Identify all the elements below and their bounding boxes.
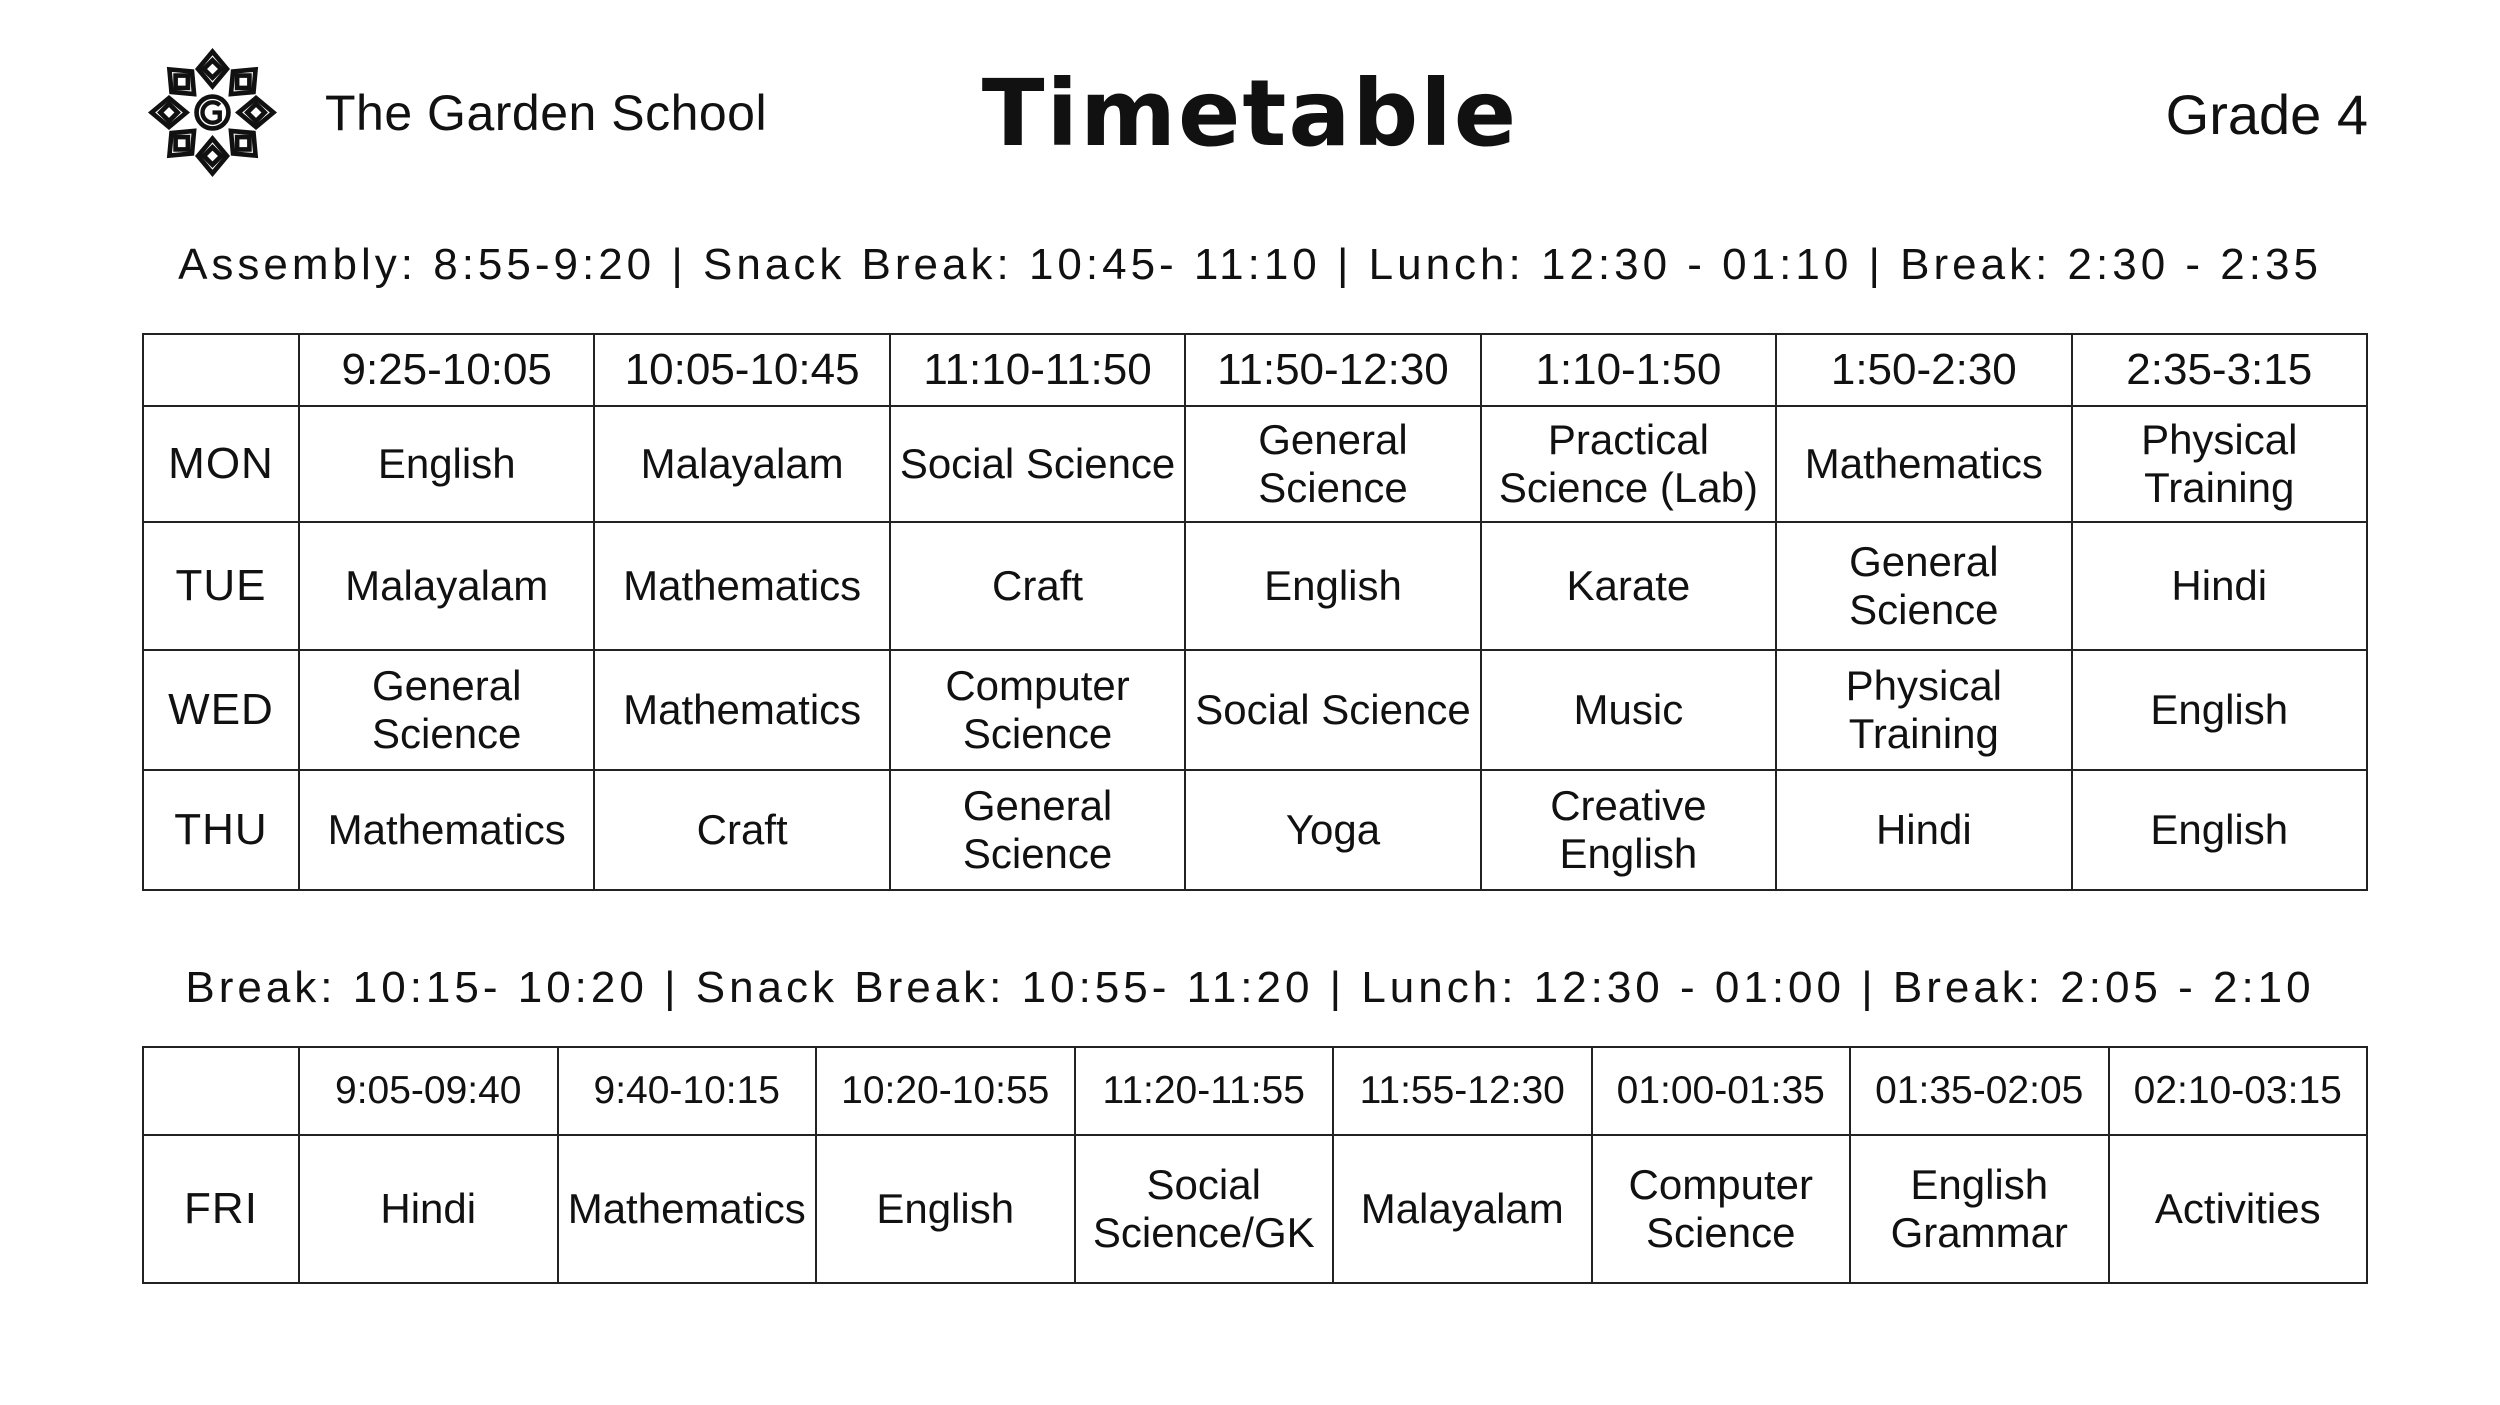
period-header-row bbox=[143, 334, 2367, 406]
subject-cell: English bbox=[2072, 650, 2367, 770]
period-time: 10:20-10:55 bbox=[816, 1047, 1075, 1135]
period-header-row bbox=[143, 1047, 2367, 1135]
period-time: 01:35-02:05 bbox=[1850, 1047, 2109, 1135]
subject-cell: Malayalam bbox=[594, 406, 889, 522]
day-label: TUE bbox=[143, 522, 299, 650]
period-time: 9:25-10:05 bbox=[299, 334, 594, 406]
subject-cell: Craft bbox=[890, 522, 1185, 650]
period-time: 02:10-03:15 bbox=[2109, 1047, 2368, 1135]
period-time: 10:05-10:45 bbox=[594, 334, 889, 406]
period-time: 01:00-01:35 bbox=[1592, 1047, 1851, 1135]
subject-cell: English bbox=[1185, 522, 1480, 650]
page-title: Timetable bbox=[981, 60, 1519, 167]
subject-cell: Malayalam bbox=[1333, 1135, 1592, 1283]
subject-cell: General Science bbox=[1185, 406, 1480, 522]
subject-cell: Mathematics bbox=[558, 1135, 817, 1283]
subject-cell: Malayalam bbox=[299, 522, 594, 650]
day-label: THU bbox=[143, 770, 299, 890]
subject-cell: Hindi bbox=[1776, 770, 2071, 890]
period-time: 11:20-11:55 bbox=[1075, 1047, 1334, 1135]
subject-cell: Computer Science bbox=[890, 650, 1185, 770]
period-time: 9:05-09:40 bbox=[299, 1047, 558, 1135]
day-label: MON bbox=[143, 406, 299, 522]
subject-cell: Computer Science bbox=[1592, 1135, 1851, 1283]
school-name: The Garden School bbox=[325, 85, 768, 141]
subject-cell: General Science bbox=[890, 770, 1185, 890]
day-row-thu bbox=[143, 770, 2367, 890]
corner-cell bbox=[143, 1047, 299, 1135]
subject-cell: Mathematics bbox=[299, 770, 594, 890]
subject-cell: Creative English bbox=[1481, 770, 1776, 890]
day-label: FRI bbox=[143, 1135, 299, 1283]
subject-cell: English bbox=[2072, 770, 2367, 890]
period-time: 11:55-12:30 bbox=[1333, 1047, 1592, 1135]
subject-cell: English bbox=[816, 1135, 1075, 1283]
period-time: 1:10-1:50 bbox=[1481, 334, 1776, 406]
subject-cell: Music bbox=[1481, 650, 1776, 770]
subject-cell: Mathematics bbox=[594, 522, 889, 650]
subject-cell: Craft bbox=[594, 770, 889, 890]
subject-cell: General Science bbox=[1776, 522, 2071, 650]
subject-cell: English Grammar bbox=[1850, 1135, 2109, 1283]
period-time: 11:50-12:30 bbox=[1185, 334, 1480, 406]
subject-cell: Mathematics bbox=[594, 650, 889, 770]
subject-cell: Mathematics bbox=[1776, 406, 2071, 522]
fri-break-schedule: Break: 10:15- 10:20 | Snack Break: 10:55- 11:20 | Lunch: 12:30 - 01:00 | Break: 2:05 - 2:10 bbox=[185, 963, 2315, 1012]
mon-thu-timetable bbox=[142, 333, 2368, 891]
period-time: 11:10-11:50 bbox=[890, 334, 1185, 406]
subject-cell: Physical Training bbox=[1776, 650, 2071, 770]
subject-cell: Practical Science (Lab) bbox=[1481, 406, 1776, 522]
subject-cell: Hindi bbox=[299, 1135, 558, 1283]
subject-cell: Hindi bbox=[2072, 522, 2367, 650]
day-row-wed bbox=[143, 650, 2367, 770]
fri-timetable bbox=[142, 1046, 2368, 1284]
subject-cell: Yoga bbox=[1185, 770, 1480, 890]
subject-cell: Social Science bbox=[890, 406, 1185, 522]
mon-thu-break-schedule: Assembly: 8:55-9:20 | Snack Break: 10:45- 11:10 | Lunch: 12:30 - 01:10 | Break: 2:30 - 2:35 bbox=[178, 240, 2322, 289]
day-row-mon bbox=[143, 406, 2367, 522]
grade-label: Grade 4 bbox=[2165, 83, 2368, 146]
period-time: 9:40-10:15 bbox=[558, 1047, 817, 1135]
subject-cell: Activities bbox=[2109, 1135, 2368, 1283]
subject-cell: Social Science/GK bbox=[1075, 1135, 1334, 1283]
day-row-fri bbox=[143, 1135, 2367, 1283]
subject-cell: General Science bbox=[299, 650, 594, 770]
subject-cell: Karate bbox=[1481, 522, 1776, 650]
period-time: 2:35-3:15 bbox=[2072, 334, 2367, 406]
period-time: 1:50-2:30 bbox=[1776, 334, 2071, 406]
subject-cell: Social Science bbox=[1185, 650, 1480, 770]
page-header bbox=[0, 0, 2500, 200]
subject-cell: English bbox=[299, 406, 594, 522]
corner-cell bbox=[143, 334, 299, 406]
subject-cell: Physical Training bbox=[2072, 406, 2367, 522]
day-label: WED bbox=[143, 650, 299, 770]
day-row-tue bbox=[143, 522, 2367, 650]
